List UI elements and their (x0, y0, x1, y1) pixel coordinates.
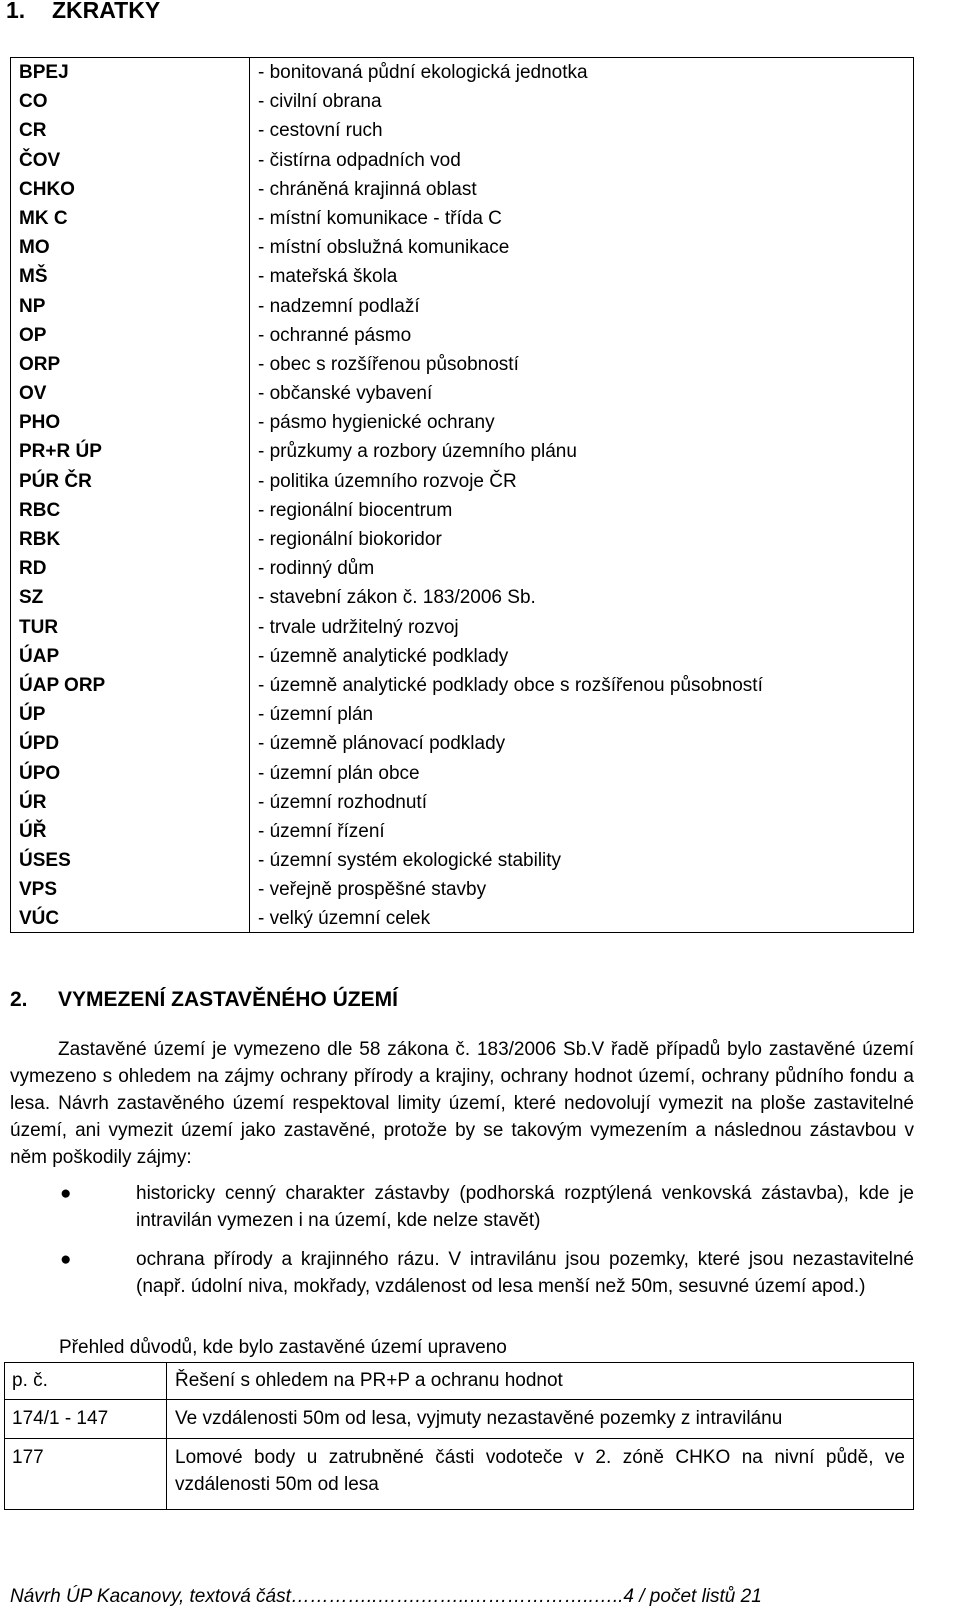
table-row (11, 116, 913, 145)
abbreviation-meaning: - čistírna odpadních vod (258, 149, 461, 171)
abbreviation: ÚSES (19, 850, 71, 872)
abbreviation-meaning: - občanské vybavení (258, 383, 433, 405)
abbreviation-meaning: - územně plánovací podklady (258, 733, 506, 755)
table-row (11, 87, 913, 116)
reasons-table (4, 1362, 914, 1510)
abbreviation: ÚAP ORP (19, 674, 106, 696)
table-row (11, 321, 913, 350)
table-divider (5, 1438, 913, 1439)
abbreviation: MŠ (19, 266, 48, 288)
bullet-icon: ● (60, 1249, 72, 1270)
table-divider (5, 1399, 913, 1400)
abbreviations-table (10, 57, 914, 933)
abbreviation-meaning: - veřejně prospěšné stavby (258, 879, 487, 901)
bullet-icon: ● (60, 1183, 72, 1204)
abbreviation-meaning: - bonitovaná půdní ekologická jednotka (258, 62, 588, 83)
section-1-title: ZKRATKY (52, 0, 161, 23)
abbreviation-meaning: - cestovní ruch (258, 120, 383, 142)
table-cell: 177 (12, 1447, 44, 1468)
abbreviation-meaning: - místní obslužná komunikace (258, 237, 510, 259)
table-divider (166, 1363, 167, 1509)
table-row (11, 875, 913, 904)
abbreviation: NP (19, 295, 46, 317)
list-item (10, 1180, 914, 1234)
abbreviation: ORP (19, 353, 61, 375)
abbreviation: OV (19, 383, 47, 405)
abbreviation-meaning: - průzkumy a rozbory územního plánu (258, 441, 577, 463)
table-row (11, 262, 913, 291)
abbreviation: OP (19, 324, 47, 346)
abbreviation-meaning: - stavební zákon č. 183/2006 Sb. (258, 587, 536, 609)
abbreviation: ÚPD (19, 733, 60, 755)
abbreviation-meaning: - místní komunikace - třída C (258, 207, 502, 229)
table-row (11, 613, 913, 642)
abbreviation-meaning: - územní plán obce (258, 762, 420, 784)
abbreviation: PHO (19, 412, 61, 434)
table-row (11, 788, 913, 817)
abbreviation: SZ (19, 587, 44, 609)
abbreviations-rows (11, 58, 913, 934)
abbreviation-meaning: - nadzemní podlaží (258, 295, 420, 317)
abbreviation: ÚPO (19, 762, 61, 784)
abbreviation: PÚR ČR (19, 470, 92, 492)
table-row (11, 437, 913, 466)
abbreviation-meaning: - územní plán (258, 704, 374, 726)
abbreviation-meaning: - regionální biokoridor (258, 529, 442, 550)
section-2-paragraph (10, 1036, 914, 1171)
abbreviation-meaning: - mateřská škola (258, 266, 398, 288)
section-1-number: 1. (6, 0, 26, 23)
table-row (11, 700, 913, 729)
abbreviation: PR+R ÚP (19, 441, 102, 463)
abbreviation-meaning: - regionální biocentrum (258, 499, 453, 521)
section-2-number: 2. (10, 988, 28, 1011)
abbreviation: ÚP (19, 704, 46, 726)
section-2-title: VYMEZENÍ ZASTAVĚNÉHO ÚZEMÍ (58, 988, 398, 1011)
abbreviation: TUR (19, 616, 59, 638)
abbreviation: MO (19, 237, 50, 259)
table-cell: Lomové body u zatrubněné části vodoteče v 2. zóně CHKO na nivní půdě, ve vzdálenosti 50m od lesa (175, 1447, 905, 1495)
table-header-cell: p. č. (12, 1370, 48, 1391)
table-row (11, 729, 913, 758)
table-row (11, 204, 913, 233)
abbreviation-meaning: - trvale udržitelný rozvoj (258, 616, 459, 638)
abbreviation: VÚC (19, 908, 60, 930)
table-row (11, 525, 913, 554)
section-1-heading (6, 0, 160, 24)
page-footer: Návrh ÚP Kacanovy, textová část…………..…….……..………………..…..4 / počet listů 21 (10, 1586, 762, 1607)
abbreviation: RBC (19, 499, 61, 521)
abbreviation-meaning: - územně analytické podklady (258, 645, 509, 667)
abbreviation-meaning: - chráněná krajinná oblast (258, 178, 477, 200)
table-row (11, 496, 913, 525)
abbreviation-meaning: - územní řízení (258, 820, 385, 842)
list-item-text: ochrana přírody a krajinného rázu. V intravilánu jsou pozemky, které jsou nezastavitelné (např. údolní niva, mokřady, vzdálenost od lesa menší než 50m, sesuvné území apod.) (136, 1249, 914, 1297)
abbreviation: CO (19, 91, 48, 113)
abbreviation-meaning: - obec s rozšířenou působností (258, 353, 519, 375)
abbreviation: VPS (19, 879, 58, 901)
paragraph-text: Zastavěné území je vymezeno dle 58 zákona č. 183/2006 Sb.V řadě případů bylo zastavěné území vymezeno s ohledem na zájmy ochrany přírody a krajiny, ochrany hodnot území, ochrany půdního fondu a lesa. Návrh zastavěného území respektoval limity území, které nedovolují vymezit na ploše zastavitelné území, ani vymezit území jako zastavěné, protože by se takovým vymezením a následnou zástavbou v něm poškodily zájmy: (10, 1039, 914, 1168)
reasons-lead: Přehled důvodů, kde bylo zastavěné území upraveno (59, 1337, 507, 1358)
abbreviation: ÚR (19, 791, 47, 813)
abbreviation-meaning: - ochranné pásmo (258, 324, 412, 346)
abbreviation: ÚAP (19, 645, 60, 667)
list-item-text: historicky cenný charakter zástavby (podhorská rozptýlená venkovská zástavba), kde je intravilán vymezen i na území, kde nelze stavět) (136, 1183, 914, 1231)
abbreviation: CR (19, 120, 47, 142)
table-cell: Ve vzdálenosti 50m od lesa, vyjmuty nezastavěné pozemky z intravilánu (175, 1408, 783, 1429)
abbreviation: MK C (19, 207, 68, 229)
table-row (11, 146, 913, 175)
table-row (11, 467, 913, 496)
table-row (11, 408, 913, 437)
abbreviation-meaning: - velký územní celek (258, 908, 431, 930)
section-2-heading (10, 988, 398, 1012)
abbreviation-meaning: - územní systém ekologické stability (258, 850, 562, 872)
table-row (11, 379, 913, 408)
table-row (11, 846, 913, 875)
table-row (11, 233, 913, 262)
table-row (11, 58, 913, 87)
table-row (11, 642, 913, 671)
table-row (11, 350, 913, 379)
abbreviation-meaning: - územní rozhodnutí (258, 791, 427, 813)
table-row (11, 904, 913, 933)
list-item (10, 1246, 914, 1300)
abbreviation: RD (19, 558, 47, 580)
abbreviation: RBK (19, 529, 61, 550)
table-row (11, 175, 913, 204)
table-row (11, 583, 913, 612)
table-row (11, 759, 913, 788)
abbreviation-meaning: - politika územního rozvoje ČR (258, 470, 517, 492)
abbreviation: CHKO (19, 178, 75, 200)
abbreviation-meaning: - pásmo hygienické ochrany (258, 412, 495, 434)
abbreviation-meaning: - rodinný dům (258, 558, 375, 580)
abbreviation: BPEJ (19, 62, 69, 83)
table-cell: 174/1 - 147 (12, 1408, 109, 1429)
table-row (11, 554, 913, 583)
table-header-cell: Řešení s ohledem na PR+P a ochranu hodnot (175, 1370, 563, 1391)
abbreviation: ÚŘ (19, 820, 47, 842)
abbreviation: ČOV (19, 149, 61, 171)
abbreviation-meaning: - územně analytické podklady obce s rozšířenou působností (258, 674, 763, 696)
table-row (11, 292, 913, 321)
abbreviation-meaning: - civilní obrana (258, 91, 382, 113)
table-row (11, 671, 913, 700)
table-row (11, 817, 913, 846)
